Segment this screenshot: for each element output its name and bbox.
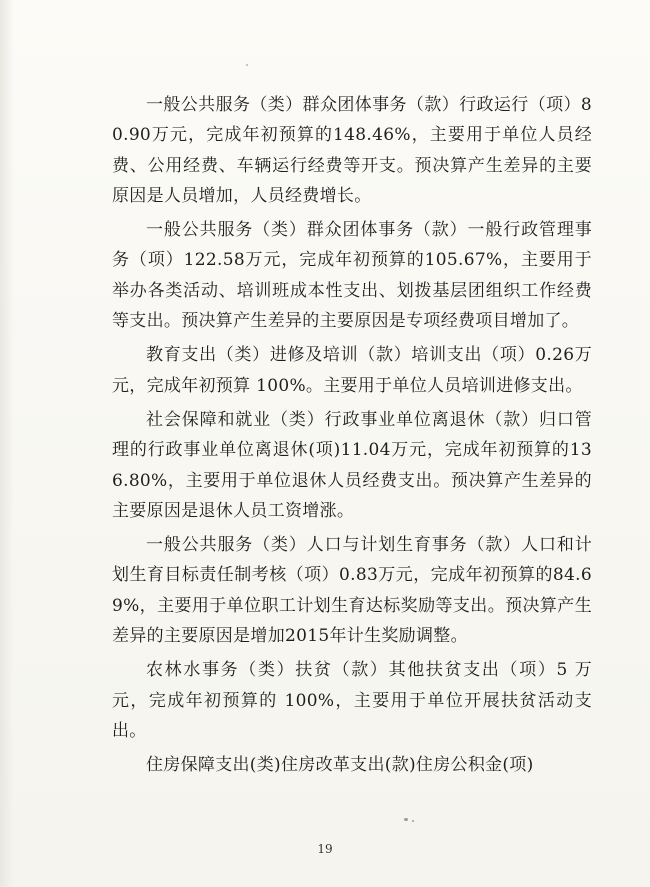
body-text	[112, 90, 592, 785]
paragraph-education-training: 教育支出（类）进修及培训（款）培训支出（项）0.26万元，完成年初预算 100%。主要用于单位人员培训进修支出。	[112, 345, 592, 396]
scan-speck	[412, 820, 414, 822]
paragraph-family-planning: 一般公共服务（类）人口与计划生育事务（款）人口和计划生育目标责任制考核（项）0.83万元，完成年初预算的84.69%，主要用于单位职工计划生育达标奖励等支出。预决算产生差异的主要原因是增加2015年计生奖励调整。	[112, 535, 592, 647]
paragraph-housing-fund: 住房保障支出(类)住房改革支出(款)住房公积金(项)	[146, 755, 534, 776]
paragraph-retirement: 社会保障和就业（类）行政事业单位离退休（款）归口管理的行政事业单位离退休(项)11.04万元，完成年初预算的136.80%，主要用于单位退休人员经费支出。预决算产生差异的主要原因是退休人员工资增涨。	[112, 409, 592, 521]
paragraph-admin-operation: 一般公共服务（类）群众团体事务（款）行政运行（项）80.90万元，完成年初预算的148.46%，主要用于单位人员经费、公用经费、车辆运行经费等开支。预决算产生差异的主要原因是人员增加，人员经费增长。	[112, 95, 592, 206]
page-number: 19	[317, 842, 333, 856]
scan-speck	[404, 818, 408, 821]
scan-speck	[246, 64, 248, 66]
scan-edge-shadow	[0, 0, 14, 887]
paragraph-general-admin-affairs: 一般公共服务（类）群众团体事务（款）一般行政管理事务（项）122.58万元，完成年初预算的105.67%，主要用于举办各类活动、培训班成本性支出、划拨基层团组织工作经费等支出。预决算产生差异的主要原因是专项经费项目增加了。	[112, 220, 592, 332]
paragraph-poverty-alleviation: 农林水事务（类）扶贫（款）其他扶贫支出（项）5 万元，完成年初预算的 100%，主要用于单位开展扶贫活动支出。	[112, 660, 592, 741]
